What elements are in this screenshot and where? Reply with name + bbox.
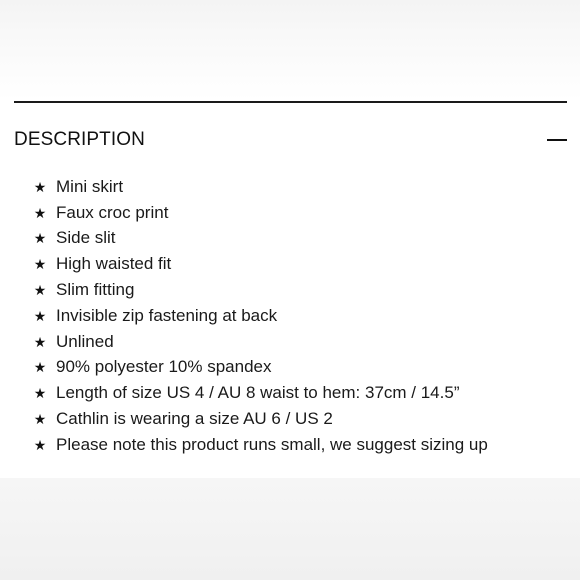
list-item-text: Faux croc print xyxy=(56,202,169,222)
star-icon: ★ xyxy=(33,436,47,453)
star-icon: ★ xyxy=(33,307,47,324)
list-item-text: Invisible zip fastening at back xyxy=(56,305,278,325)
minus-icon[interactable] xyxy=(547,139,567,141)
list-item xyxy=(33,277,488,303)
star-icon: ★ xyxy=(33,230,47,247)
list-item xyxy=(33,406,488,432)
list-item-text: Slim fitting xyxy=(56,280,135,300)
list-item-text: Cathlin is wearing a size AU 6 / US 2 xyxy=(56,409,333,429)
description-list xyxy=(33,174,488,458)
star-icon: ★ xyxy=(33,204,47,221)
list-item-text: Side slit xyxy=(56,228,116,248)
top-background xyxy=(0,0,580,100)
bottom-background xyxy=(0,478,580,580)
list-item-text: Mini skirt xyxy=(56,176,124,196)
list-item-text: 90% polyester 10% spandex xyxy=(56,357,272,377)
list-item xyxy=(33,174,488,200)
star-icon: ★ xyxy=(33,178,47,195)
list-item xyxy=(33,303,488,329)
star-icon: ★ xyxy=(33,359,47,376)
list-item xyxy=(33,226,488,252)
list-item-text: Unlined xyxy=(56,331,114,351)
list-item xyxy=(33,329,488,355)
list-item xyxy=(33,251,488,277)
star-icon: ★ xyxy=(33,282,47,299)
list-item-text: Please note this product runs small, we suggest sizing up xyxy=(56,434,488,454)
list-item-text: High waisted fit xyxy=(56,254,172,274)
list-item xyxy=(33,200,488,226)
list-item xyxy=(33,432,488,458)
star-icon: ★ xyxy=(33,333,47,350)
list-item xyxy=(33,380,488,406)
star-icon: ★ xyxy=(33,411,47,428)
list-item-text: Length of size US 4 / AU 8 waist to hem: 37cm / 14.5” xyxy=(56,383,460,403)
star-icon: ★ xyxy=(33,256,47,273)
list-item xyxy=(33,355,488,381)
section-divider xyxy=(14,101,567,103)
description-accordion-header[interactable] xyxy=(14,124,567,156)
section-title: DESCRIPTION xyxy=(14,129,145,150)
star-icon: ★ xyxy=(33,385,47,402)
